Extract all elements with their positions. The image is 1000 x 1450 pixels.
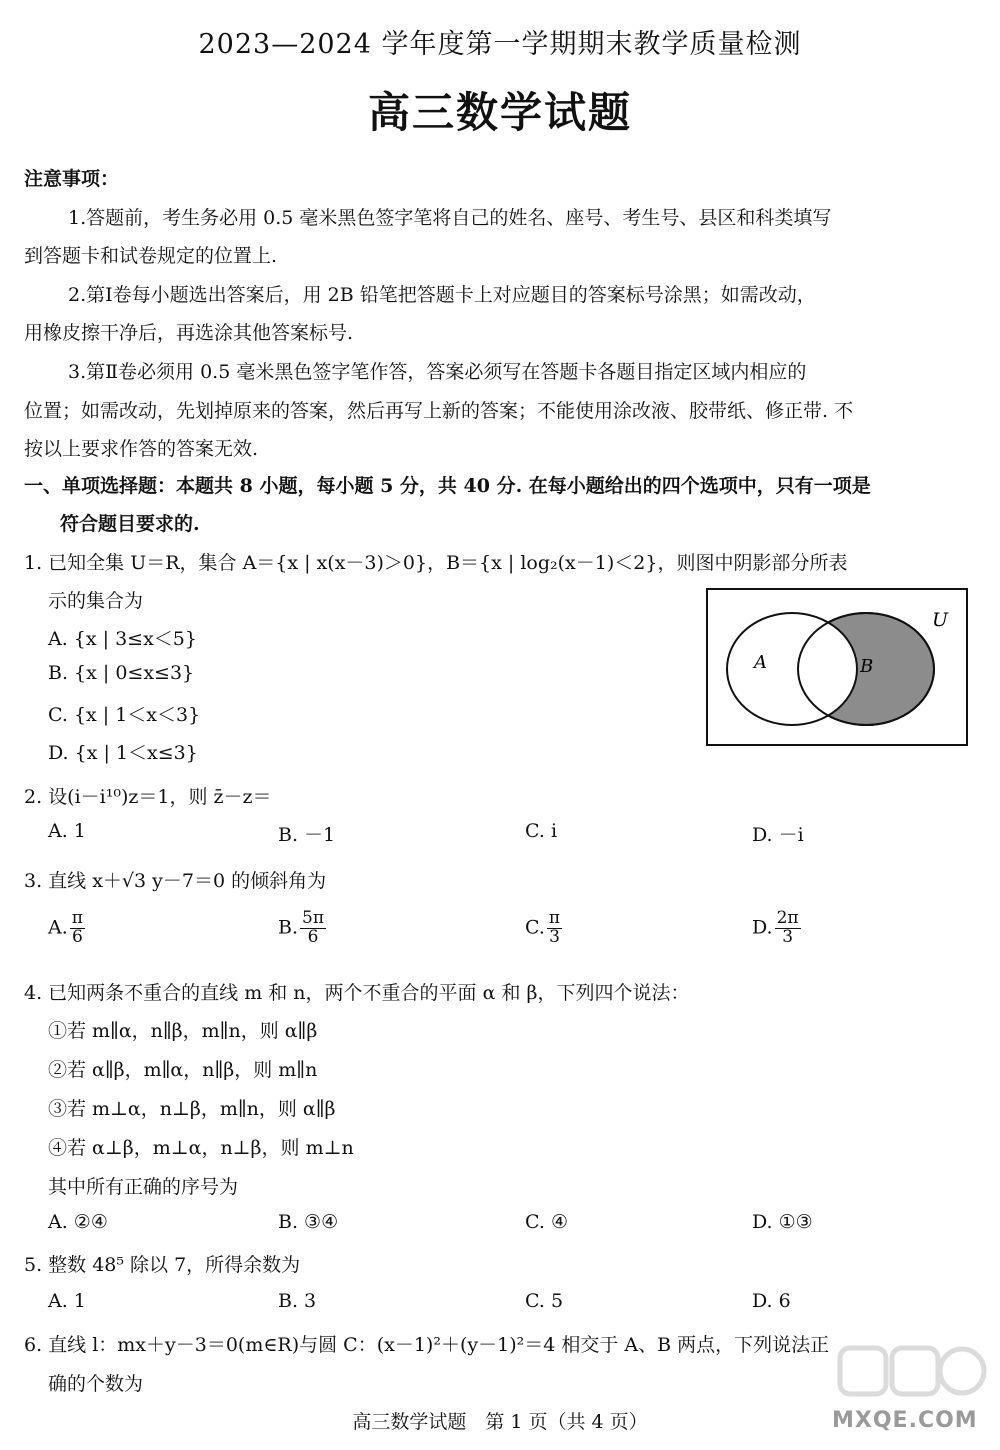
q3-option-b-den: 6 xyxy=(307,926,319,947)
q5-stem: 5. 整数 48⁵ 除以 7，所得余数为 xyxy=(24,1254,301,1276)
q3-option-c-den: 3 xyxy=(549,926,560,947)
q4-item-1: ①若 m∥α，n∥β，m∥n，则 α∥β xyxy=(48,1020,318,1042)
q3-option-d-num: 2π xyxy=(776,908,799,928)
q4-item-4: ④若 α⊥β，m⊥α，n⊥β，则 m⊥n xyxy=(48,1137,354,1159)
q3-option-c-num: π xyxy=(548,908,561,928)
q4-option-a: A. ②④ xyxy=(48,1211,108,1233)
set-b-label: B xyxy=(860,656,874,677)
exam-title: 2023—2024 学年度第一学期期末教学质量检测 xyxy=(198,29,802,60)
set-a-circle xyxy=(727,613,857,725)
q2-option-d: D. －i xyxy=(752,824,804,846)
q1-option-d: D. {x | 1＜x≤3} xyxy=(48,742,198,764)
q3-option-c xyxy=(525,910,562,947)
q3-option-c-letter: C. xyxy=(525,916,545,939)
q3-option-d-fraction xyxy=(775,910,801,947)
note-line-2: 到答题卡和试卷规定的位置上. xyxy=(24,245,278,267)
q4-prompt: 其中所有正确的序号为 xyxy=(48,1176,239,1198)
q3-stem: 3. 直线 x＋√3 y－7＝0 的倾斜角为 xyxy=(24,870,327,892)
q5-option-b: B. 3 xyxy=(278,1290,317,1312)
q3-option-b-num: 5π xyxy=(302,908,325,928)
note-line-4: 用橡皮擦干净后，再选涂其他答案标号. xyxy=(24,322,354,344)
paper-title: 高三数学试题 xyxy=(367,88,632,137)
q4-option-c: C. ④ xyxy=(525,1211,568,1233)
q4-item-3: ③若 m⊥α，n⊥β，m∥n，则 α∥β xyxy=(48,1098,336,1120)
q6-stem: 6. 直线 l：mx＋y－3＝0(m∈R)与圆 C：(x－1)²＋(y－1)²＝4 相交于 A、B 两点，下列说法正 xyxy=(24,1334,830,1356)
q4-option-b: B. ③④ xyxy=(278,1211,339,1233)
q3-option-b xyxy=(278,910,326,947)
q2-option-b: B. －1 xyxy=(278,824,336,846)
q1-stem: 1. 已知全集 U＝R，集合 A＝{x | x(x－3)＞0}，B＝{x | log₂(x－1)＜2}，则图中阴影部分所表 xyxy=(24,552,848,574)
q2-option-a: A. 1 xyxy=(48,820,86,842)
venn-diagram xyxy=(706,588,968,746)
note-line-3: 2.第Ⅰ卷每小题选出答案后，用 2B 铅笔把答题卡上对应题目的答案标号涂黑；如需改动， xyxy=(68,284,816,306)
watermark-text: MXQE.COM xyxy=(832,1408,978,1433)
q3-option-b-fraction xyxy=(300,910,326,947)
q3-option-a-fraction xyxy=(70,910,85,947)
q3-option-a-letter: A. xyxy=(48,916,68,939)
q2-option-c: C. i xyxy=(525,820,558,842)
q3-option-c-fraction xyxy=(547,910,562,947)
q3-option-d xyxy=(752,910,801,947)
section-1-heading: 一、单项选择题：本题共 8 小题，每小题 5 分，共 40 分. 在每小题给出的四个选项中，只有一项是 xyxy=(24,475,871,497)
page-footer: 高三数学试题 第 1 页（共 4 页） xyxy=(352,1411,648,1433)
q5-option-a: A. 1 xyxy=(48,1290,86,1312)
q1-option-b: B. {x | 0≤x≤3} xyxy=(48,662,195,684)
q4-option-d: D. ①③ xyxy=(752,1211,813,1233)
note-line-5: 3.第Ⅱ卷必须用 0.5 毫米黑色签字笔作答，答案必须写在答题卡各题目指定区域内相应的 xyxy=(68,361,807,383)
note-line-1: 1.答题前，考生务必用 0.5 毫米黑色签字笔将自己的姓名、座号、考生号、县区和科类填写 xyxy=(68,207,832,229)
q4-item-2: ②若 α∥β，m∥α，n∥β，则 m∥n xyxy=(48,1059,318,1081)
q2-stem: 2. 设(i－i¹⁰)z＝1，则 z̄－z＝ xyxy=(24,786,272,808)
set-u-label: U xyxy=(932,609,949,631)
q3-option-d-letter: D. xyxy=(752,916,773,939)
q3-option-a-num: π xyxy=(71,908,83,928)
q1-stem-cont: 示的集合为 xyxy=(48,590,144,612)
section-1-heading-cont: 符合题目要求的. xyxy=(60,513,200,535)
q6-stem-cont: 确的个数为 xyxy=(48,1373,144,1395)
q4-stem: 4. 已知两条不重合的直线 m 和 n，两个不重合的平面 α 和 β，下列四个说法： xyxy=(24,982,690,1004)
note-line-7: 按以上要求作答的答案无效. xyxy=(24,438,259,460)
q3-option-b-letter: B. xyxy=(278,916,299,939)
set-a-label: A xyxy=(754,652,767,673)
q3-option-a xyxy=(48,910,85,947)
note-line-6: 位置；如需改动，先划掉原来的答案，然后再写上新的答案；不能使用涂改液、胶带纸、修正带. 不 xyxy=(24,400,854,422)
notes-heading: 注意事项： xyxy=(24,168,120,190)
q1-option-a: A. {x | 3≤x＜5} xyxy=(48,628,197,650)
q3-option-d-den: 3 xyxy=(782,926,794,947)
q1-option-c: C. {x | 1＜x＜3} xyxy=(48,704,201,726)
q5-option-d: D. 6 xyxy=(752,1290,791,1312)
q5-option-c: C. 5 xyxy=(525,1290,564,1312)
q3-option-a-den: 6 xyxy=(71,926,83,947)
